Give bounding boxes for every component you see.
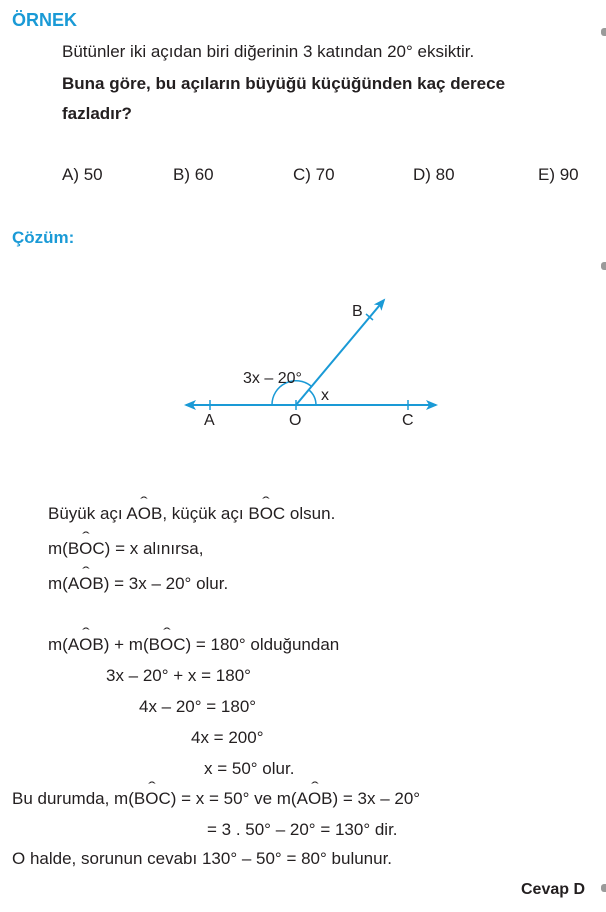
label-o: O xyxy=(289,412,302,429)
solution-line-6: 4x – 20° = 180° xyxy=(139,697,257,716)
option-d[interactable]: D) 80 xyxy=(413,165,455,184)
solution-line-1: Büyük açı Aˆ OB, küçük açı Bˆ OC olsun. xyxy=(48,504,335,524)
label-a: A xyxy=(204,412,215,429)
question-line-1: Bütünler iki açıdan biri diğerinin 3 katından 20° eksiktir. xyxy=(62,42,475,61)
label-angle-large: 3x – 20° xyxy=(243,370,302,387)
option-a[interactable]: A) 50 xyxy=(62,165,103,184)
solution-line-10: = 3 . 50° – 20° = 130° dir. xyxy=(207,820,398,839)
solution-line-2: m(Bˆ OC) = x alınırsa, xyxy=(48,539,203,559)
solution-line-5: 3x – 20° + x = 180° xyxy=(106,666,251,685)
solution-line-3: m(Aˆ OB) = 3x – 20° olur. xyxy=(48,574,228,594)
question-line-3: fazladır? xyxy=(62,104,132,123)
solution-line-4: m(Aˆ OB) + m(Bˆ OC) = 180° olduğundan xyxy=(48,635,339,655)
label-angle-small: x xyxy=(321,387,329,404)
example-heading: ÖRNEK xyxy=(12,10,78,30)
solution-heading: Çözüm: xyxy=(12,228,75,247)
edge-dot xyxy=(601,884,606,892)
ray-ob xyxy=(296,300,384,405)
label-b: B xyxy=(352,303,363,320)
arc-boc xyxy=(309,390,316,405)
option-b[interactable]: B) 60 xyxy=(173,165,214,184)
option-e[interactable]: E) 90 xyxy=(538,165,579,184)
label-c: C xyxy=(402,412,414,429)
question-line-2: Buna göre, bu açıların büyüğü küçüğünden kaç derece xyxy=(62,74,506,93)
solution-line-9: Bu durumda, m(Bˆ OC) = x = 50° ve m(Aˆ OB) = 3x – 20° xyxy=(12,789,420,809)
solution-line-8: x = 50° olur. xyxy=(204,759,295,778)
solution-line-7: 4x = 200° xyxy=(191,728,264,747)
option-c[interactable]: C) 70 xyxy=(293,165,335,184)
answer-label: Cevap D xyxy=(521,881,586,898)
solution-line-11: O halde, sorunun cevabı 130° – 50° = 80° bulunur. xyxy=(12,849,393,868)
